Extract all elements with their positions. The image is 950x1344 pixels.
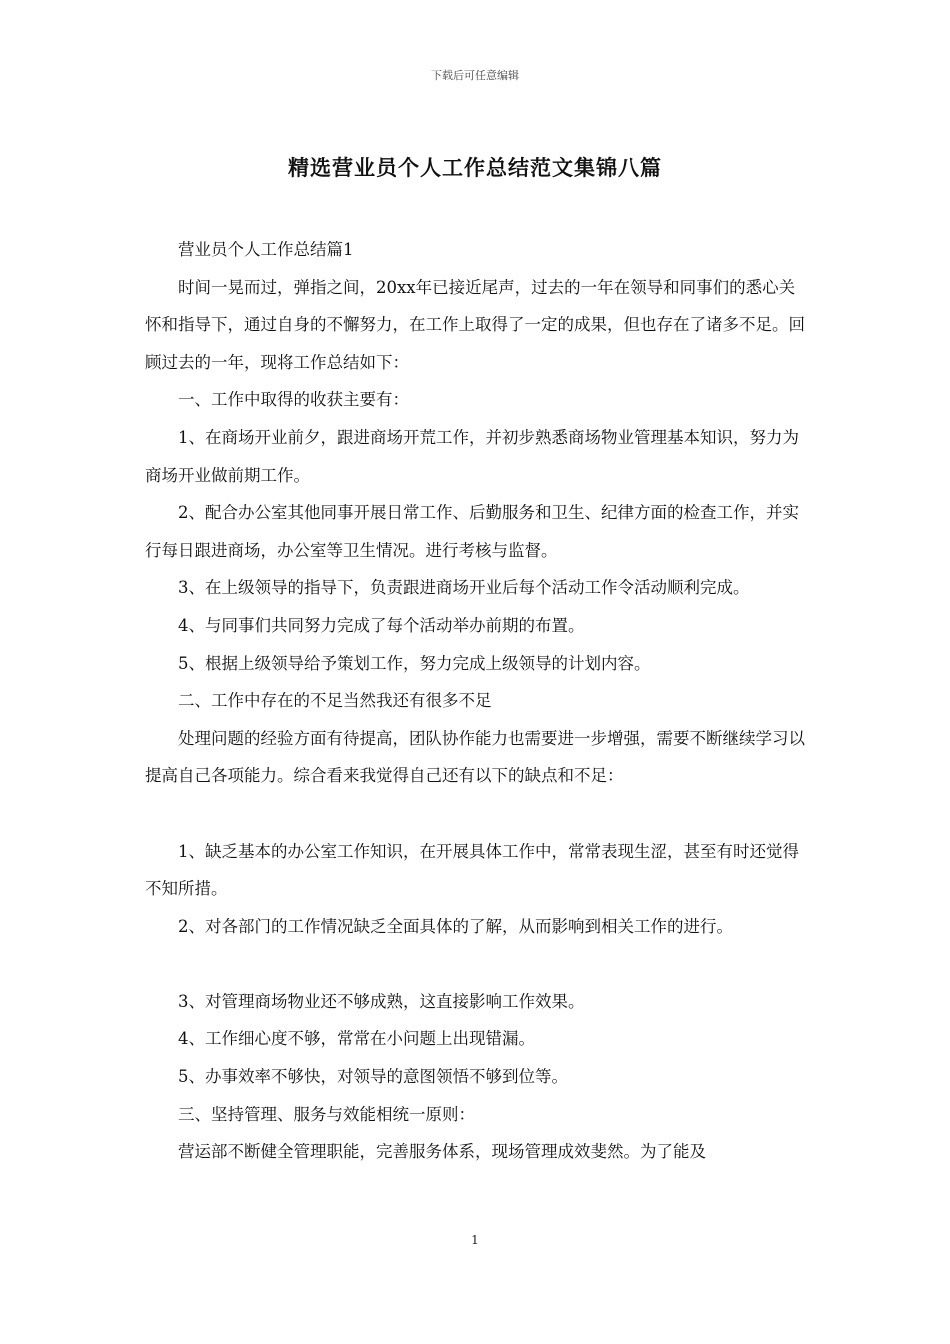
paragraph-spacer [145, 795, 810, 833]
paragraph-principle-heading: 三、坚持管理、服务与效能相统一原则： [178, 1104, 475, 1124]
paragraph-shortcoming-1: 1、缺乏基本的办公室工作知识，在开展具体工作中，常常表现生涩，甚至有时还觉得不知所措。 [145, 841, 799, 899]
document-title: 精选营业员个人工作总结范文集锦八篇 [288, 156, 662, 180]
paragraph-shortcomings-intro: 处理问题的经验方面有待提高，团队协作能力也需要进一步增强，需要不断继续学习以提高自己各项能力。综合看来我觉得自己还有以下的缺点和不足： [145, 728, 805, 786]
paragraph-intro: 时间一晃而过，弹指之间，20xx年已接近尾声，过去的一年在领导和同事们的悉心关怀和指导下，通过自身的不懈努力，在工作上取得了一定的成果，但也存在了诸多不足。回顾过去的一年，现将工作总结如下： [145, 277, 805, 372]
header-note: 下载后可任意编辑 [431, 69, 519, 82]
paragraph-shortcomings-heading: 二、工作中存在的不足当然我还有很多不足 [178, 691, 492, 711]
paragraph-gain-4: 4、与同事们共同努力完成了每个活动举办前期的布置。 [178, 615, 585, 635]
paragraph-gain-5: 5、根据上级领导给予策划工作，努力完成上级领导的计划内容。 [178, 653, 651, 673]
paragraph-gain-3: 3、在上级领导的指导下，负责跟进商场开业后每个活动工作令活动顺利完成。 [178, 578, 750, 598]
paragraph-gain-2: 2、配合办公室其他同事开展日常工作、后勤服务和卫生、纪律方面的检查工作，并实行每日跟进商场，办公室等卫生情况。进行考核与监督。 [145, 503, 799, 560]
page-number: 1 [471, 1233, 479, 1247]
paragraph-spacer [145, 945, 810, 983]
paragraph-shortcoming-4: 4、工作细心度不够，常常在小问题上出现错漏。 [178, 1029, 535, 1049]
paragraph-principle-text: 营运部不断健全管理职能，完善服务体系，现场管理成效斐然。为了能及 [178, 1142, 706, 1162]
paragraph-shortcoming-3: 3、对管理商场物业还不够成熟，这直接影响工作效果。 [178, 991, 585, 1011]
document-body [145, 231, 810, 1171]
paragraph-gains-heading: 一、工作中取得的收获主要有： [178, 390, 409, 410]
paragraph-section-heading: 营业员个人工作总结篇1 [178, 240, 354, 259]
paragraph-shortcoming-2: 2、对各部门的工作情况缺乏全面具体的了解，从而影响到相关工作的进行。 [178, 916, 733, 936]
paragraph-shortcoming-5: 5、办事效率不够快，对领导的意图领悟不够到位等。 [178, 1067, 568, 1087]
paragraph-gain-1: 1、在商场开业前夕，跟进商场开荒工作，并初步熟悉商场物业管理基本知识，努力为商场开业做前期工作。 [145, 427, 799, 485]
